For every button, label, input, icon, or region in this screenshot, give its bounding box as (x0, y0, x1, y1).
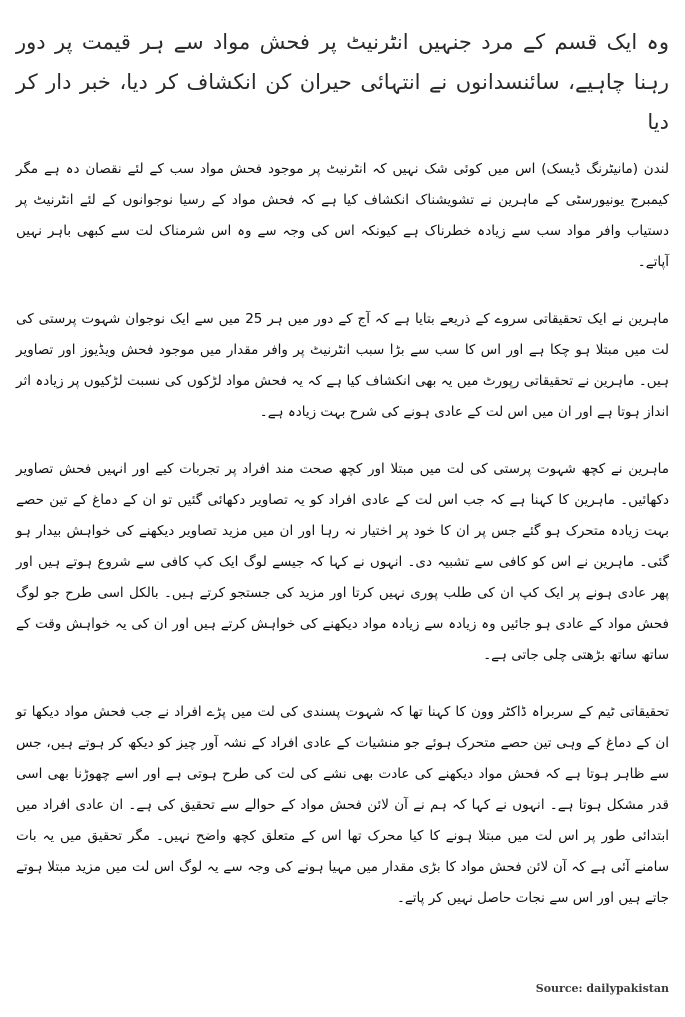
article-paragraph-3: ماہرین نے کچھ شہوت پرستی کی لت میں مبتلا اور کچھ صحت مند افراد پر تجربات کیے اور انہیں فحش تصاویر دکھائیں۔ ماہرین کا کہنا ہے کہ جب اس لت کے عادی افراد کو یہ تصاویر دکھائی گئیں تو ان کے دماغ کے تین حصے بہت زیادہ متحرک ہو گئے جس پر ان کا خود پر اختیار نہ رہا اور ان میں مزید تصاویر دیکھنے کی خواہش بیدار ہو گئی۔ ماہرین نے اس کو کافی سے تشبیہ دی۔ انہوں نے کہا کہ جیسے لوگ ایک کپ کافی سے شروع ہوتے ہیں اور پھر عادی ہونے پر ایک کپ ان کی طلب پوری نہیں کرتا اور مزید کی جستجو کرتے ہیں۔ بالکل اسی طرح جو لوگ فحش مواد کے عادی ہو جائیں وہ زیادہ سے زیادہ مواد دیکھنے کی خواہش کرتے ہیں اور ان کی یہ خواہش وقت کے ساتھ ساتھ بڑھتی چلی جاتی ہے۔ (16, 461, 669, 663)
article-paragraph-1: لندن (مانیٹرنگ ڈیسک) اس میں کوئی شک نہیں کہ انٹرنیٹ پر موجود فحش مواد سب کے لئے نقصان دہ ہے مگر کیمبرج یونیورسٹی کے ماہرین نے تشویشناک انکشاف کیا ہے کہ فحش مواد کے رسیا نوجوانوں کے لئے انٹرنیٹ پر دستیاب وافر مواد سب سے زیادہ خطرناک ہے کیونکہ اس کی وجہ سے وہ اس شرمناک لت سے کبھی باہر نہیں آپاتے۔ (16, 161, 669, 270)
source-credit: Source: dailypakistan (535, 982, 669, 995)
article-headline: وہ ایک قسم کے مرد جنہیں انٹرنیٹ پر فحش مواد سے ہر قیمت پر دور رہنا چاہیے، سائنسدانوں نے انتہائی حیران کن انکشاف کر دیا، خبر دار کر دیا (16, 30, 669, 134)
article-paragraph-2: ماہرین نے ایک تحقیقاتی سروے کے ذریعے بتایا ہے کہ آج کے دور میں ہر 25 میں سے ایک نوجوان شہوت پرستی کی لت میں مبتلا ہو چکا ہے اور اس کا سب سے بڑا سبب انٹرنیٹ پر وافر مقدار میں موجود فحش ویڈیوز اور تصاویر ہیں۔ ماہرین نے تحقیقاتی رپورٹ میں یہ بھی انکشاف کیا ہے کہ یہ فحش مواد لڑکوں کی نسبت لڑکیوں پر زیادہ اثر انداز ہوتا ہے اور ان میں اس لت کے عادی ہونے کی شرح بہت زیادہ ہے۔ (16, 311, 669, 420)
article-paragraph-4: تحقیقاتی ٹیم کے سربراہ ڈاکٹر وون کا کہنا تھا کہ شہوت پسندی کی لت میں پڑے افراد نے جب فحش مواد دیکھا تو ان کے دماغ کے وہی تین حصے متحرک ہوئے جو منشیات کے عادی افراد کے نشہ آور چیز کو دیکھ کر ہوتے ہیں، جس سے ظاہر ہوتا ہے کہ فحش مواد دیکھنے کی عادت بھی نشے کی لت کی طرح ہوتی ہے اور اسے چھوڑنا بھی اسی قدر مشکل ہوتا ہے۔ انہوں نے کہا کہ ہم نے آن لائن فحش مواد کے حوالے سے تحقیق کی ہے۔ ان عادی افراد میں ابتدائی طور پر اس لت میں مبتلا ہونے کا کیا محرک تھا اس کے متعلق کچھ واضح نہیں۔ مگر تحقیق میں یہ بات سامنے آئی ہے کہ آن لائن فحش مواد کا بڑی مقدار میں مہیا ہونے کی وجہ سے یہ لوگ اس لت میں مزید مبتلا ہوتے جاتے ہیں اور اس سے نجات حاصل نہیں کر پاتے۔ (16, 704, 669, 906)
